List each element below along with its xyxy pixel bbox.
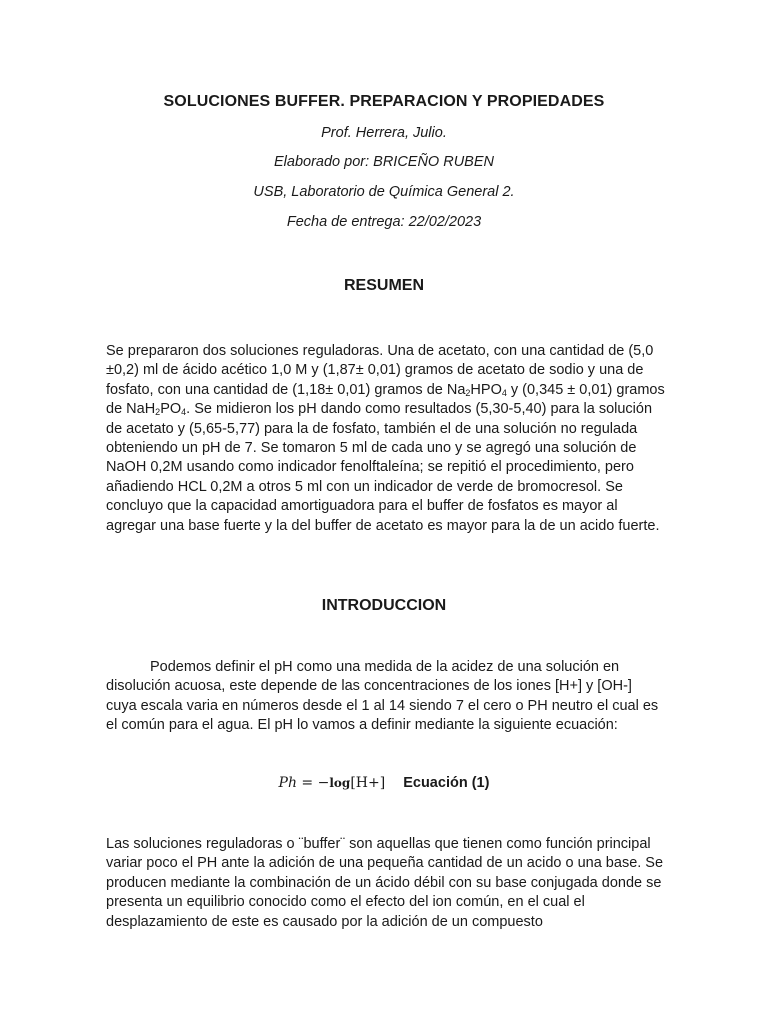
equation-equals: = − <box>296 775 330 791</box>
equation-formula <box>279 775 386 791</box>
resumen-text-4: PO <box>160 401 182 418</box>
author-line: Elaborado por: BRICEÑO RUBEN <box>274 154 494 170</box>
equation-log: log <box>329 776 351 790</box>
equation-lhs: Ph <box>278 775 297 791</box>
professor-line: Prof. Herrera, Julio. <box>321 125 447 141</box>
resumen-sub-4: 4 <box>181 407 187 418</box>
resumen-text-5: . Se midieron los pH dando como resultados (5,30-5,40) para la solución de acetato y (5,65-5,77) para la de fosfato, también el de una solución no regulada obteniendo un pH de 7. Se tomaron 5 ml de cada uno y se agregó una solución de NaOH 0,2M usando como indicador fenolftaleína; se repitió el procedimiento, pero añadiendo HCL 0,2M a otros 5 ml con un indicador de verde de bromocresol. Se concluyo que la capacidad amortiguadora para el buffer de fosfatos es mayor al agregar una base fuerte y la del buffer de acetato es mayor para la de un acido fuerte. <box>106 401 660 534</box>
resumen-text-2: HPO <box>470 381 502 398</box>
date-line: Fecha de entrega: 22/02/2023 <box>286 214 482 230</box>
document-title: SOLUCIONES BUFFER. PREPARACION Y PROPIEDADES <box>163 93 605 110</box>
institution-line: USB, Laboratorio de Química General 2. <box>253 184 515 200</box>
introduccion-heading: INTRODUCCION <box>321 597 447 614</box>
resumen-paragraph <box>106 342 666 536</box>
ph-equation <box>0 775 768 791</box>
intro-paragraph-2: Las soluciones reguladoras o ¨buffer¨ son aquellas que tienen como función principal variar poco el PH ante la adición de una pequeña cantidad de un acido o una base. Se producen mediante la combinación de un ácido débil con su base conjugada donde se presenta un equilibrio conocido como el efecto del ion común, en el cual el desplazamiento de este es causado por la adición de un compuesto <box>106 836 664 930</box>
intro-paragraph-1 <box>106 658 666 736</box>
intro-text-1: Podemos definir el pH como una medida de la acidez de una solución en disolución acuosa, este depende de las concentraciones de los iones [H+] y [OH-] cuya escala varia en números desde el 1 al 14 siendo 7 el cero o PH neutro el cual es el común para el agua. El pH lo vamos a definir mediante la siguiente ecuación: <box>106 659 659 734</box>
resumen-text-3: y (0,345 ± 0,01) gramos de NaH <box>106 381 665 418</box>
resumen-sub-2: 4 <box>501 387 507 398</box>
resumen-sub-1: 2 <box>465 387 471 398</box>
resumen-heading: RESUMEN <box>343 277 424 294</box>
equation-label: Ecuación (1) <box>403 775 490 791</box>
resumen-sub-3: 2 <box>155 407 161 418</box>
resumen-text-1: Se prepararon dos soluciones reguladoras. Una de acetato, con una cantidad de (5,0 ±0,2) ml de ácido acético 1,0 M y (1,87± 0,01) gramos de acetato de sodio y una de fosfato, con una cantidad de (1,18± 0,01) gramos de Na <box>106 343 654 398</box>
equation-argument: [H+] <box>350 775 386 791</box>
